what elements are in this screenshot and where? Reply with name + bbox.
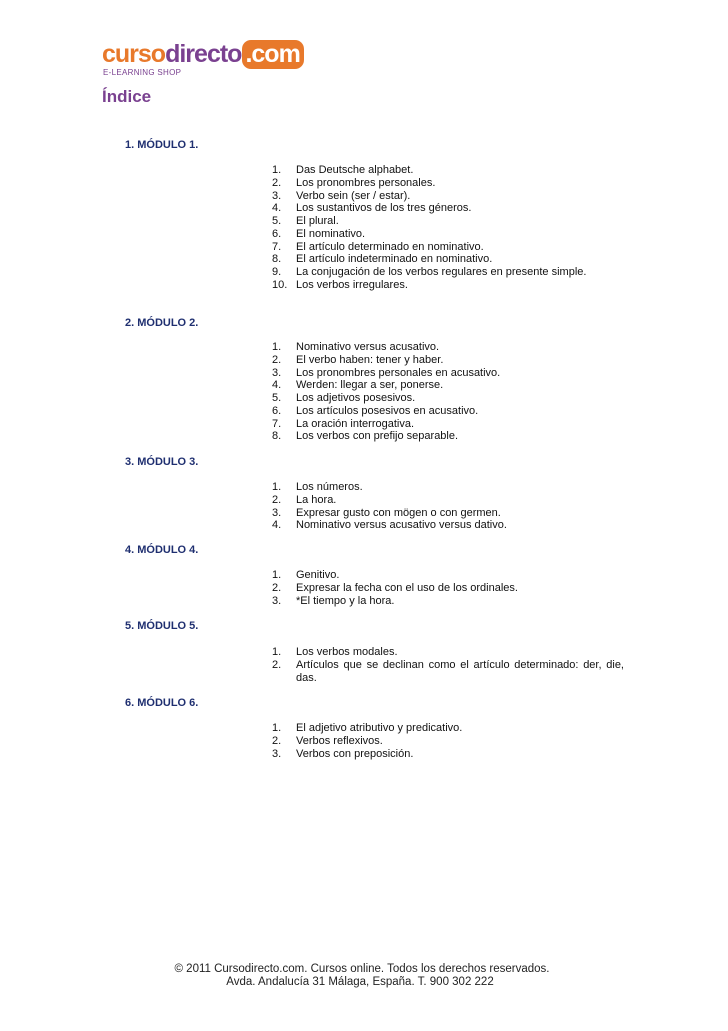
list-item (272, 228, 624, 241)
item-number: 1. (272, 481, 282, 493)
item-text: Verbos con preposición. (296, 747, 414, 760)
item-number: 2. (272, 581, 282, 594)
item-text: La conjugación de los verbos regulares en presente simple. (296, 266, 587, 278)
item-text: El adjetivo atributivo y predicativo. (296, 722, 463, 734)
item-number: 1. (272, 341, 282, 353)
module-title: 2. MÓDULO 2. (125, 317, 199, 329)
item-text: Expresar la fecha con el uso de los ordinales. (296, 581, 518, 594)
list-item (272, 430, 624, 443)
item-number: 2. (272, 176, 282, 189)
item-text: El artículo determinado en nominativo. (296, 240, 484, 253)
item-number: 2. (272, 353, 282, 366)
item-number: 4. (272, 519, 282, 532)
list-item (272, 202, 624, 215)
list-item (272, 392, 624, 405)
item-text: Verbos reflexivos. (296, 734, 383, 747)
topic-list (272, 722, 624, 760)
list-item (272, 241, 624, 254)
cursodirecto-logo (102, 40, 300, 80)
item-text: La hora. (296, 493, 337, 506)
item-text: Los artículos posesivos en acusativo. (296, 404, 479, 417)
item-text: Los pronombres personales en acusativo. (296, 366, 501, 379)
item-number: 4. (272, 379, 282, 392)
item-text: Los números. (296, 481, 363, 493)
list-item (272, 266, 624, 279)
logo-dotcom: .com (242, 40, 303, 69)
list-item (272, 279, 624, 292)
item-number: 7. (272, 240, 282, 253)
item-number: 5. (272, 215, 282, 227)
item-text: Artículos que se declinan como el artículo determinado: der, die, das. (296, 658, 624, 684)
item-number: 1. (272, 722, 282, 734)
list-item (272, 646, 624, 659)
list-item (272, 735, 624, 748)
module-title: 1. MÓDULO 1. (125, 139, 199, 151)
list-item (272, 177, 624, 190)
item-text: El plural. (296, 215, 339, 227)
item-number: 6. (272, 227, 282, 240)
list-item (272, 507, 624, 520)
list-item (272, 405, 624, 418)
list-item (272, 367, 624, 380)
item-number: 8. (272, 430, 282, 443)
logo-curso: curso (102, 40, 166, 68)
logo-tagline: E-LEARNING SHOP (103, 68, 182, 77)
item-number: 10. (272, 278, 288, 291)
item-number: 3. (272, 506, 282, 519)
item-number: 1. (272, 646, 282, 658)
module-title: 3. MÓDULO 3. (125, 456, 199, 468)
list-item (272, 354, 624, 367)
list-item (272, 164, 624, 177)
module-title: 5. MÓDULO 5. (125, 620, 199, 632)
list-item (272, 494, 624, 507)
item-number: 1. (272, 164, 282, 176)
list-item (272, 659, 624, 685)
page-title: Índice (102, 87, 152, 106)
topic-list (272, 164, 624, 292)
list-item (272, 722, 624, 735)
item-text: Nominativo versus acusativo. (296, 341, 440, 353)
item-number: 8. (272, 253, 282, 266)
item-text: Nominativo versus acusativo versus dativo. (296, 519, 507, 532)
item-text: El artículo indeterminado en nominativo. (296, 253, 493, 266)
item-number: 7. (272, 417, 282, 430)
list-item (272, 341, 624, 354)
list-item (272, 748, 624, 761)
topic-list (272, 646, 624, 684)
item-text: Los adjetivos posesivos. (296, 392, 416, 404)
topic-list (272, 569, 624, 607)
item-text: Das Deutsche alphabet. (296, 164, 414, 176)
list-item (272, 215, 624, 228)
item-number: 3. (272, 366, 282, 379)
list-item (272, 569, 624, 582)
item-text: Los pronombres personales. (296, 176, 436, 189)
topic-list (272, 341, 624, 443)
logo-wordmark (102, 40, 304, 68)
item-text: *El tiempo y la hora. (296, 594, 395, 607)
footer-address: Avda. Andalucía 31 Málaga, España. T. 900 302 222 (226, 976, 494, 988)
item-number: 4. (272, 202, 282, 215)
item-text: Werden: llegar a ser, ponerse. (296, 379, 444, 392)
item-number: 3. (272, 189, 282, 202)
item-number: 3. (272, 594, 282, 607)
item-text: La oración interrogativa. (296, 417, 415, 430)
list-item (272, 379, 624, 392)
item-number: 5. (272, 392, 282, 404)
module-title: 6. MÓDULO 6. (125, 697, 199, 709)
item-text: Los verbos modales. (296, 646, 398, 658)
logo-directo: directo (165, 40, 242, 68)
list-item (272, 418, 624, 431)
item-text: Expresar gusto con mögen o con germen. (296, 506, 501, 519)
item-number: 1. (272, 569, 282, 581)
list-item (272, 582, 624, 595)
item-text: Los verbos irregulares. (296, 278, 408, 291)
list-item (272, 481, 624, 494)
item-number: 2. (272, 493, 282, 506)
item-text: El verbo haben: tener y haber. (296, 353, 444, 366)
list-item (272, 595, 624, 608)
module-title: 4. MÓDULO 4. (125, 544, 199, 556)
item-number: 9. (272, 266, 282, 278)
item-text: Genitivo. (296, 569, 340, 581)
footer-copyright: © 2011 Cursodirecto.com. Cursos online. Todos los derechos reservados. (174, 963, 550, 975)
list-item (272, 519, 624, 532)
list-item (272, 253, 624, 266)
list-item (272, 190, 624, 203)
topic-list (272, 481, 624, 532)
item-text: Los sustantivos de los tres géneros. (296, 202, 472, 215)
page-footer (0, 963, 728, 989)
item-text: El nominativo. (296, 227, 366, 240)
item-number: 6. (272, 404, 282, 417)
item-text: Verbo sein (ser / estar). (296, 189, 411, 202)
item-number: 3. (272, 747, 282, 760)
item-number: 2. (272, 658, 282, 671)
item-text: Los verbos con prefijo separable. (296, 430, 459, 443)
item-number: 2. (272, 734, 282, 747)
